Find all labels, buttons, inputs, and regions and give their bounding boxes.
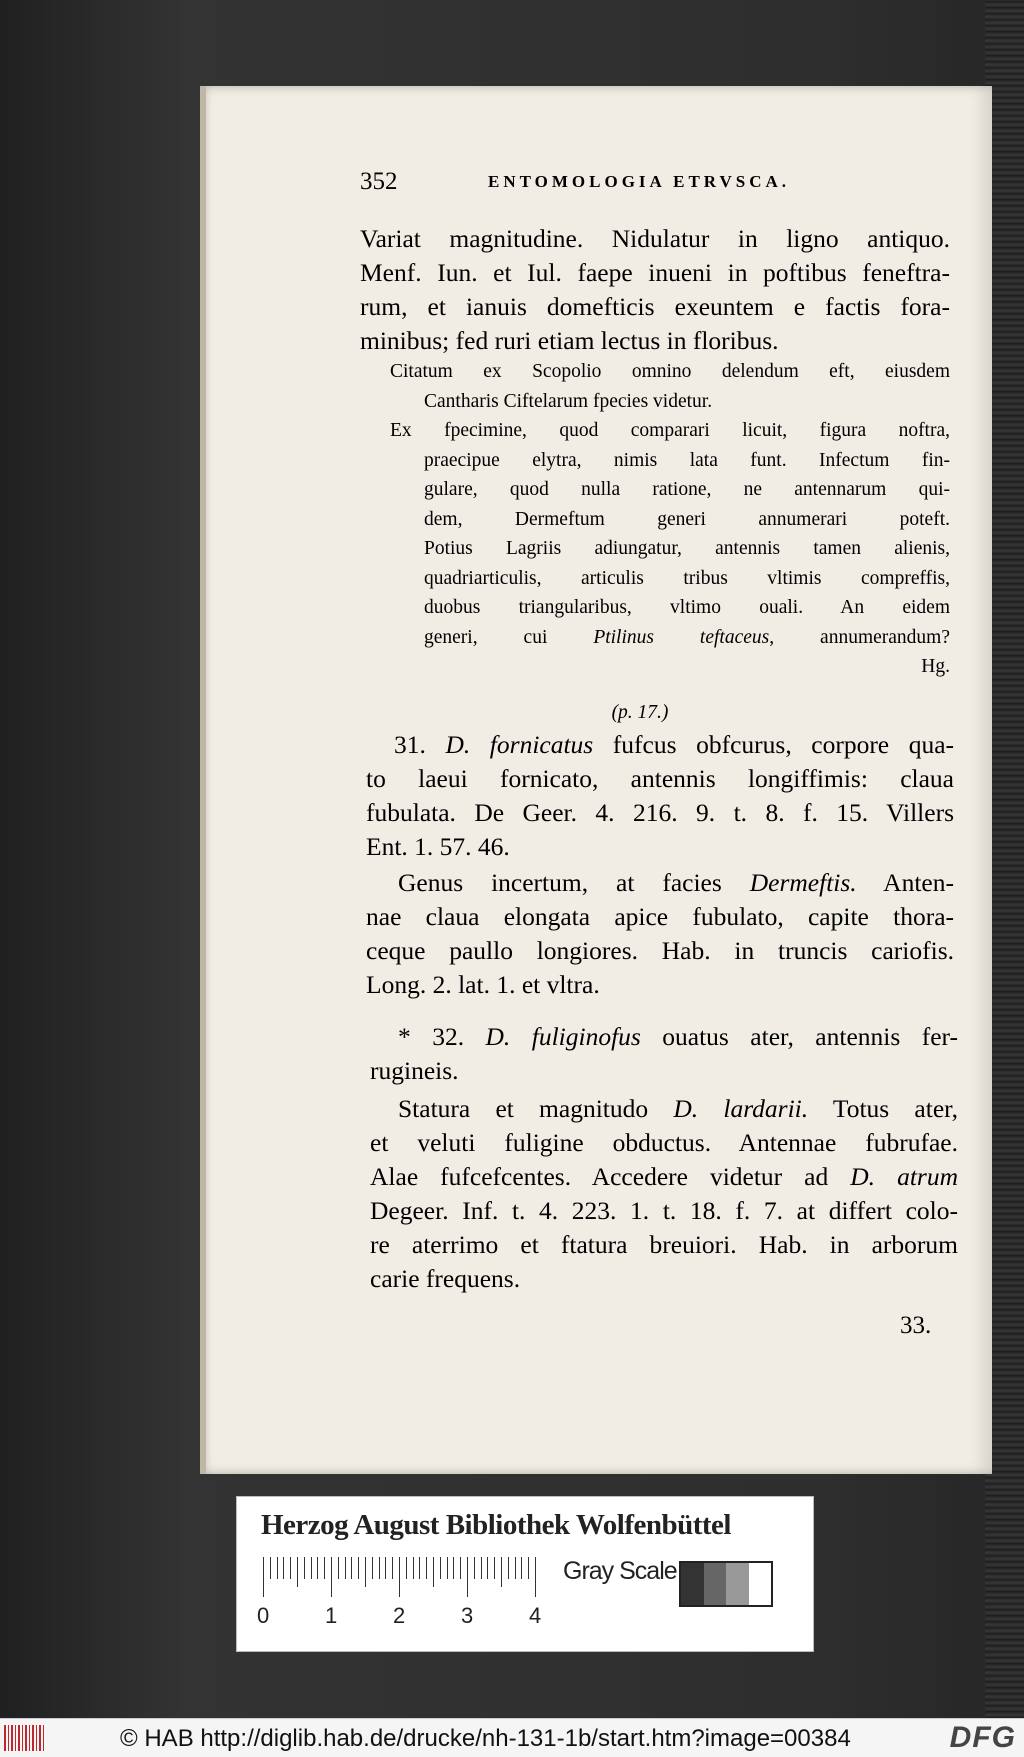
text-line: to laeui fornicato, antennis longiffimis: claua: [366, 764, 954, 793]
footer-bar: [0, 1718, 1024, 1757]
paragraph-genus: [366, 866, 954, 1002]
species-name: D. fuliginofus: [485, 1022, 641, 1051]
dfg-logo: DFG: [949, 1721, 1016, 1754]
ruler-tick: [413, 1557, 414, 1579]
ruler-tick: [358, 1557, 359, 1579]
ruler-tick: [494, 1557, 495, 1579]
page-number: 352: [360, 168, 398, 195]
text-line: minibus; fed ruri etiam lectus in floribus.: [360, 326, 779, 355]
note-specimine: [390, 416, 950, 682]
signature: Hg.: [921, 656, 950, 677]
text-line: Cantharis Ciftelarum fpecies videtur.: [424, 390, 713, 412]
species-name: D. atrum: [850, 1162, 958, 1191]
ruler-tick: [345, 1557, 346, 1579]
text-line: generi, cui Ptilinus teftaceus, annumerandum?: [424, 626, 950, 648]
text-line: nae claua elongata apice fubulato, capite thora-: [366, 902, 954, 931]
catchword: 33.: [900, 1312, 932, 1339]
ruler-tick: [324, 1557, 325, 1579]
ruler-tick: [379, 1557, 380, 1579]
ruler-tick: [385, 1557, 386, 1579]
text-line: rugineis.: [370, 1056, 459, 1085]
ruler-tick: [515, 1557, 516, 1579]
gray-swatch: [681, 1563, 704, 1605]
running-head: ENTOMOLOGIA ETRVSCA.: [488, 172, 791, 191]
ruler-tick: [351, 1557, 352, 1579]
ruler-tick: [372, 1557, 373, 1579]
ruler-tick: [453, 1557, 454, 1579]
ruler-tick: [277, 1557, 278, 1579]
text-line: ceque paullo longiores. Hab. in truncis cariofis.: [366, 936, 954, 965]
page-edge: [200, 86, 206, 1474]
ruler-tick: [392, 1557, 393, 1579]
ruler-tick: [270, 1557, 271, 1579]
ruler-label: 0: [257, 1603, 270, 1628]
text-line: quadriarticulis, articulis tribus vltimis compreffis,: [424, 567, 950, 589]
ruler-tick: [474, 1557, 475, 1579]
note-citatum: [390, 357, 950, 416]
gray-swatch: [749, 1563, 772, 1605]
text-line: et veluti fuligine obductus. Antennae fubrufae.: [370, 1128, 958, 1157]
text-line: Long. 2. lat. 1. et vltra.: [366, 970, 600, 999]
ruler-tick: [263, 1557, 264, 1597]
text-line: rum, et ianuis domefticis exeuntem e factis fora-: [360, 292, 950, 321]
species-name: D. lardarii.: [673, 1094, 809, 1123]
ruler-tick: [501, 1557, 502, 1587]
copyright-url: © HAB http://diglib.hab.de/drucke/nh-131-1b/start.htm?image=00384: [120, 1725, 851, 1752]
text-line: Genus incertum, at facies Dermeftis. Anten-: [398, 868, 954, 897]
ruler-tick: [460, 1557, 461, 1579]
text-line: fubulata. De Geer. 4. 216. 9. t. 8. f. 15. Villers: [366, 798, 954, 827]
ruler-tick: [433, 1557, 434, 1587]
gray-swatch: [726, 1563, 749, 1605]
species-name: D. fornicatus: [445, 730, 594, 759]
text-line: Citatum ex Scopolio omnino delendum eft, eiusdem: [390, 361, 950, 382]
ruler-tick: [317, 1557, 318, 1579]
ruler-tick: [290, 1557, 291, 1579]
ruler-tick: [304, 1557, 305, 1579]
ruler-tick: [481, 1557, 482, 1579]
text-line: Ent. 1. 57. 46.: [366, 832, 510, 861]
text-line: re aterrimo et ftatura breuiori. Hab. in arborum: [370, 1230, 958, 1259]
ruler-label: 3: [461, 1603, 474, 1628]
ruler-tick: [426, 1557, 427, 1579]
color-target-card: [236, 1496, 814, 1652]
ruler-tick: [399, 1557, 400, 1597]
ruler-tick: [283, 1557, 284, 1579]
paragraph-variat: [360, 222, 950, 358]
ruler-tick: [338, 1557, 339, 1579]
text-line: Variat magnitudine. Nidulatur in ligno antiquo.: [360, 224, 950, 253]
ruler-tick: [311, 1557, 312, 1579]
ruler-tick: [521, 1557, 522, 1579]
ruler-tick: [406, 1557, 407, 1579]
entry-31: [366, 728, 954, 864]
entry-32: [370, 1020, 958, 1088]
text-line: duobus triangularibus, vltimo ouali. An eidem: [424, 597, 950, 618]
ruler-tick: [365, 1557, 366, 1587]
library-name: Herzog August Bibliothek Wolfenbüttel: [261, 1509, 731, 1541]
text-line: Alae fufcefcentes. Accedere videtur ad D. atrum: [370, 1162, 958, 1191]
genus-name: Dermeftis.: [749, 868, 857, 897]
text-line: Ex fpecimine, quod comparari licuit, figura noftra,: [390, 420, 950, 441]
text-line: gulare, quod nulla ratione, ne antennarum qui-: [424, 479, 950, 500]
paragraph-statura: [370, 1092, 958, 1296]
text-line: Menf. Iun. et Iul. faepe inueni in poftibus feneftra-: [360, 258, 950, 287]
ruler-tick: [467, 1557, 468, 1597]
text-line: dem, Dermeftum generi annumerari poteft.: [424, 508, 950, 530]
text-line: carie frequens.: [370, 1264, 521, 1293]
ruler-label: 4: [529, 1603, 542, 1628]
page-header: [360, 168, 920, 208]
ruler-tick: [297, 1557, 298, 1587]
ruler-tick: [535, 1557, 536, 1597]
ruler-tick: [528, 1557, 529, 1579]
text-line: praecipue elytra, nimis lata funt. Infectum fin-: [424, 449, 950, 471]
entry-heading: * 32. D. fuliginofus ouatus ater, antennis fer-: [398, 1022, 959, 1051]
gray-scale-label: Gray Scale: [563, 1557, 677, 1585]
barcode-icon: [4, 1725, 46, 1751]
ruler-tick: [508, 1557, 509, 1579]
species-name: Ptilinus teftaceus: [593, 626, 770, 648]
ruler-tick: [331, 1557, 332, 1597]
gray-swatch: [704, 1563, 727, 1605]
text-line: Degeer. Inf. t. 4. 223. 1. t. 18. f. 7. at differt colo-: [370, 1196, 958, 1225]
gray-scale-swatches: [679, 1561, 773, 1607]
ruler-label: 2: [393, 1603, 406, 1628]
ruler-label: 1: [325, 1603, 338, 1628]
ruler-tick: [487, 1557, 488, 1579]
page-reference: (p. 17.): [611, 702, 669, 723]
text-line: Potius Lagriis adiungatur, antennis tamen alienis,: [424, 538, 950, 559]
text-line: Statura et magnitudo D. lardarii. Totus ater,: [398, 1094, 958, 1123]
entry-heading: 31. D. fornicatus fufcus obfcurus, corpore qua-: [394, 730, 954, 759]
ruler-tick: [447, 1557, 448, 1579]
ruler-tick: [419, 1557, 420, 1579]
ruler-tick: [440, 1557, 441, 1579]
